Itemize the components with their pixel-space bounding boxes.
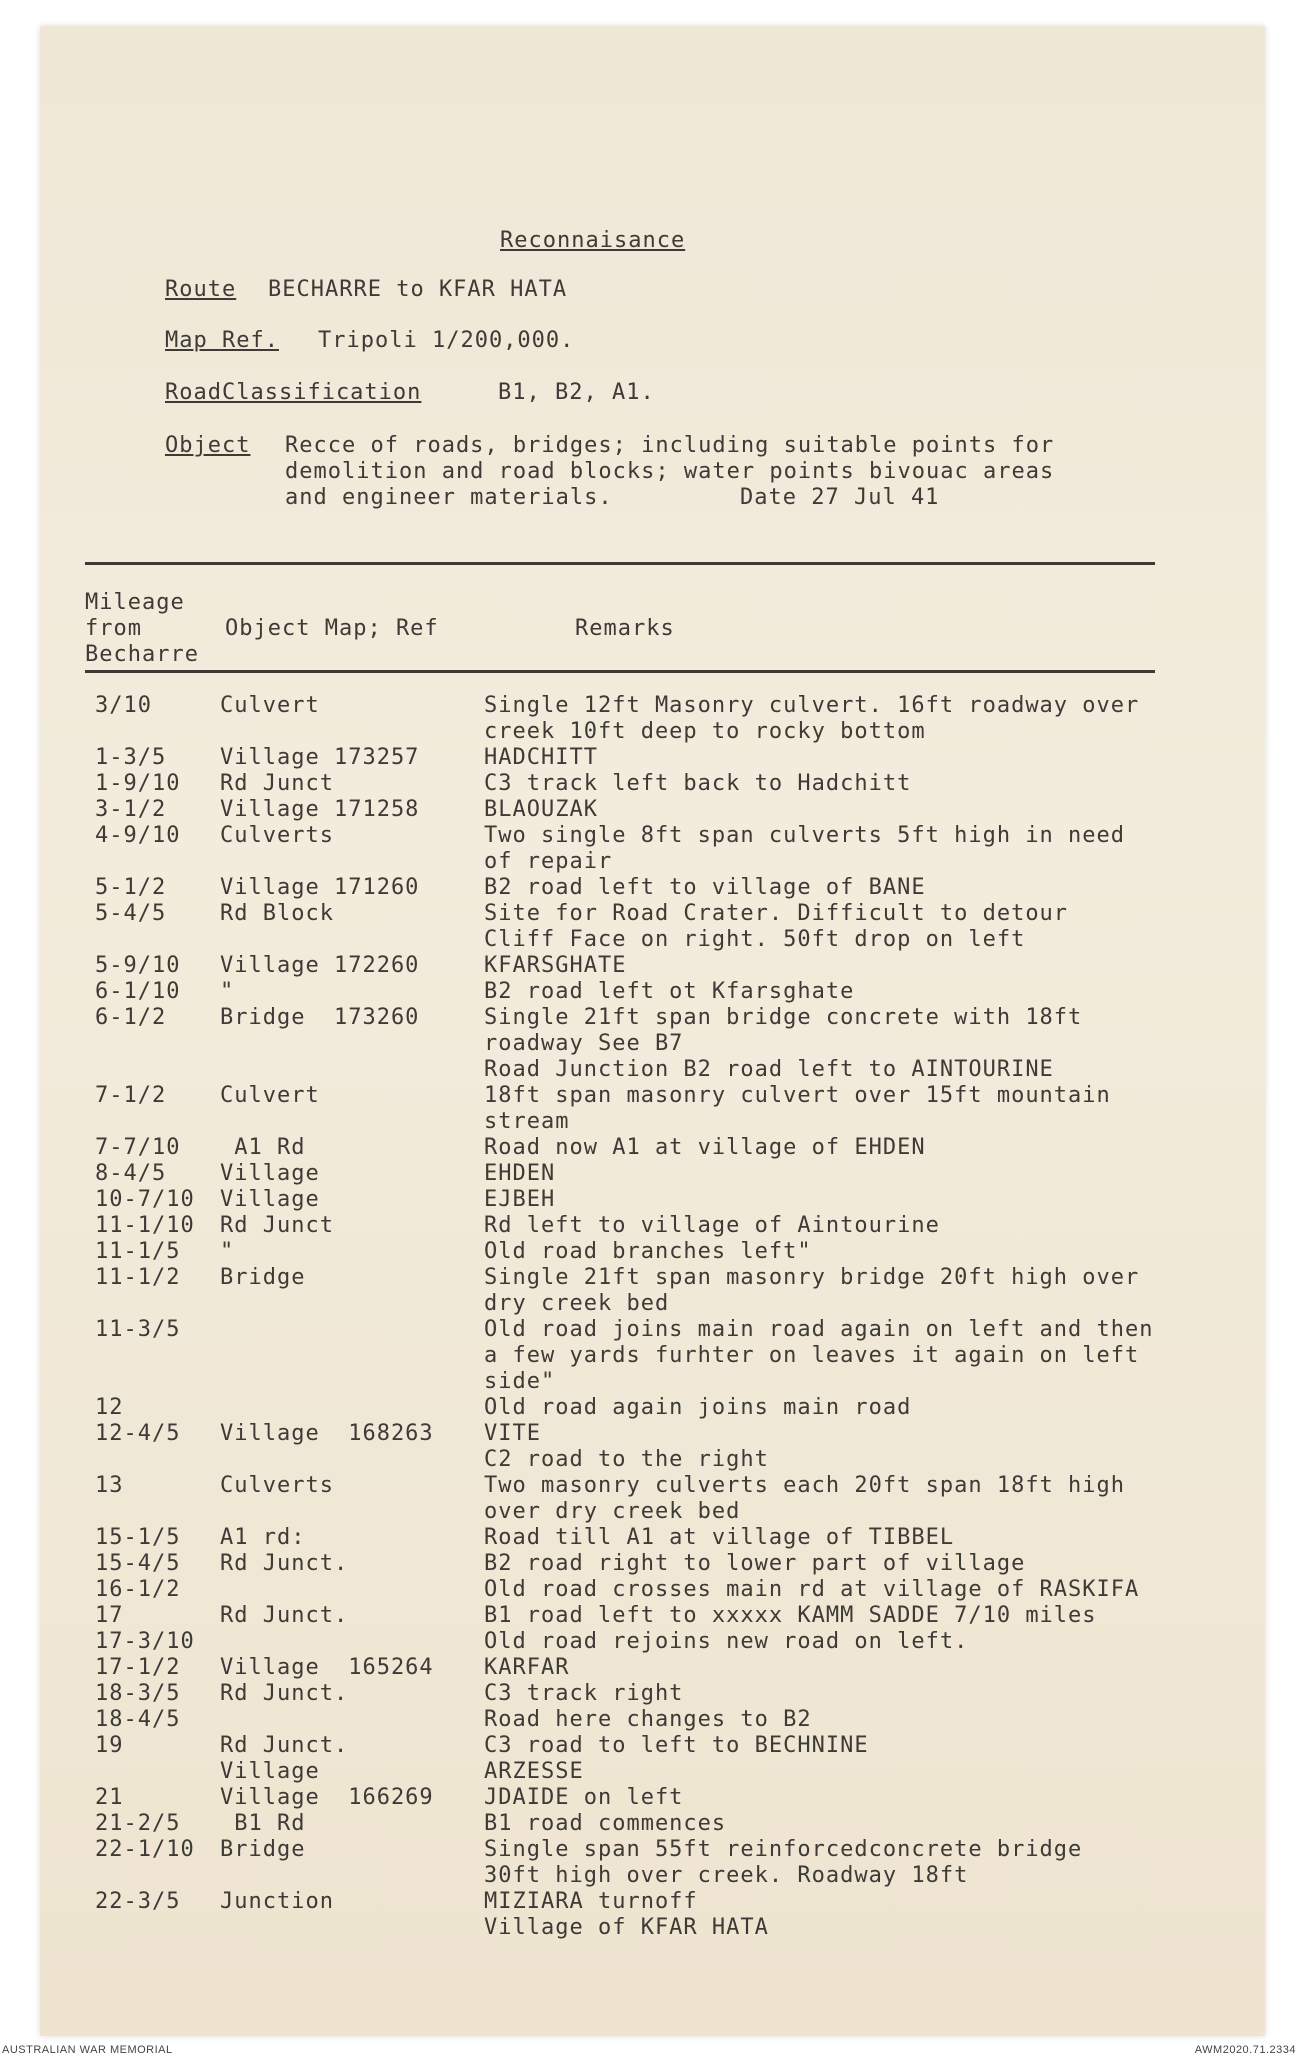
route-label: Route bbox=[165, 277, 237, 302]
row-remark-line: of repair bbox=[484, 849, 613, 874]
row-remark-line: Road till A1 at village of TIBBEL bbox=[484, 1525, 955, 1550]
row-remark-line: Two single 8ft span culverts 5ft high in need bbox=[484, 823, 1126, 848]
row-mileage: 4-9/10 bbox=[95, 823, 181, 848]
footer-right: AWM2020.71.2334 bbox=[1194, 2044, 1296, 2056]
object-line-3: and engineer materials. bbox=[285, 485, 613, 510]
row-mileage: 10-7/10 bbox=[95, 1187, 195, 1212]
row-mileage: 18-4/5 bbox=[95, 1707, 181, 1732]
row-mileage: 11-1/2 bbox=[95, 1265, 181, 1290]
row-mileage: 5-4/5 bbox=[95, 901, 167, 926]
row-mileage: 17-3/10 bbox=[95, 1629, 195, 1654]
row-mileage: 5-1/2 bbox=[95, 875, 167, 900]
document-date: Date 27 Jul 41 bbox=[740, 485, 940, 510]
row-mileage: 16-1/2 bbox=[95, 1577, 181, 1602]
row-remark-line: Old road crosses main rd at village of RASKIFA bbox=[484, 1577, 1140, 1602]
row-remark-line: Road here changes to B2 bbox=[484, 1707, 812, 1732]
header-mileage-1: Mileage bbox=[85, 590, 185, 615]
row-object: " bbox=[220, 979, 235, 1004]
row-remark-line: Old road rejoins new road on left. bbox=[484, 1629, 969, 1654]
row-remark-line: EHDEN bbox=[484, 1161, 556, 1186]
footer-left: AUSTRALIAN WAR MEMORIAL bbox=[2, 2044, 173, 2056]
row-object: Village 165264 bbox=[220, 1655, 434, 1680]
row-object: Rd Junct bbox=[220, 1213, 334, 1238]
row-remark-line: MIZIARA turnoff bbox=[484, 1889, 698, 1914]
row-mileage: 17 bbox=[95, 1603, 124, 1628]
header-divider-bottom bbox=[85, 670, 1155, 673]
row-object: Rd Junct. bbox=[220, 1733, 349, 1758]
row-mileage: 6-1/10 bbox=[95, 979, 181, 1004]
row-remark-line: creek 10ft deep to rocky bottom bbox=[484, 719, 926, 744]
row-object: Rd Junct bbox=[220, 771, 334, 796]
row-remark-line: C3 track left back to Hadchitt bbox=[484, 771, 912, 796]
row-remark-line: Road now A1 at village of EHDEN bbox=[484, 1135, 926, 1160]
row-object: Village bbox=[220, 1161, 320, 1186]
row-mileage: 3/10 bbox=[95, 693, 152, 718]
row-object: Village 172260 bbox=[220, 953, 420, 978]
header-mileage-3: Becharre bbox=[85, 642, 199, 667]
row-remark-line: 30ft high over creek. Roadway 18ft bbox=[484, 1863, 969, 1888]
row-object: B1 Rd bbox=[220, 1811, 306, 1836]
row-mileage: 3-1/2 bbox=[95, 797, 167, 822]
row-object: Rd Junct. bbox=[220, 1551, 349, 1576]
row-remark-line: JDAIDE on left bbox=[484, 1785, 684, 1810]
row-remark-line: EJBEH bbox=[484, 1187, 556, 1212]
row-remark-line: Village of KFAR HATA bbox=[484, 1915, 769, 1940]
row-object: Rd Block bbox=[220, 901, 334, 926]
row-remark-line: dry creek bed bbox=[484, 1291, 670, 1316]
row-remark-line: B2 road right to lower part of village bbox=[484, 1551, 1026, 1576]
row-remark-line: Road Junction B2 road left to AINTOURINE bbox=[484, 1057, 1054, 1082]
row-mileage: 7-7/10 bbox=[95, 1135, 181, 1160]
object-line-1: Recce of roads, bridges; including suitable points for bbox=[285, 433, 1055, 458]
row-object: A1 rd: bbox=[220, 1525, 306, 1550]
row-mileage: 12-4/5 bbox=[95, 1421, 181, 1446]
header-mileage-2: from bbox=[85, 616, 142, 641]
row-remark-line: BLAOUZAK bbox=[484, 797, 598, 822]
row-object: Village bbox=[220, 1759, 320, 1784]
row-remark-line: Single 21ft span bridge concrete with 18ft bbox=[484, 1005, 1083, 1030]
row-mileage: 7-1/2 bbox=[95, 1083, 167, 1108]
row-object: Village 168263 bbox=[220, 1421, 434, 1446]
row-object: Rd Junct. bbox=[220, 1603, 349, 1628]
header-object: Object Map; Ref bbox=[225, 616, 439, 641]
row-mileage: 11-1/5 bbox=[95, 1239, 181, 1264]
row-remark-line: HADCHITT bbox=[484, 745, 598, 770]
row-remark-line: Old road branches left" bbox=[484, 1239, 812, 1264]
object-label: Object bbox=[165, 433, 251, 458]
row-mileage: 12 bbox=[95, 1395, 124, 1420]
row-remark-line: a few yards furhter on leaves it again on left bbox=[484, 1343, 1140, 1368]
row-mileage: 1-3/5 bbox=[95, 745, 167, 770]
row-mileage: 11-1/10 bbox=[95, 1213, 195, 1238]
row-remark-line: C2 road to the right bbox=[484, 1447, 769, 1472]
row-mileage: 19 bbox=[95, 1733, 124, 1758]
row-object: Culvert bbox=[220, 693, 320, 718]
row-remark-line: Single span 55ft reinforcedconcrete bridge bbox=[484, 1837, 1083, 1862]
row-mileage: 21-2/5 bbox=[95, 1811, 181, 1836]
row-object: " bbox=[220, 1239, 235, 1264]
row-object: Bridge bbox=[220, 1837, 306, 1862]
document-title: Reconnaisance bbox=[500, 228, 686, 253]
row-remark-line: B2 road left ot Kfarsghate bbox=[484, 979, 855, 1004]
route-value: BECHARRE to KFAR HATA bbox=[268, 277, 568, 302]
row-remark-line: Cliff Face on right. 50ft drop on left bbox=[484, 927, 1026, 952]
row-remark-line: Two masonry culverts each 20ft span 18ft high bbox=[484, 1473, 1126, 1498]
row-remark-line: roadway See B7 bbox=[484, 1031, 684, 1056]
row-remark-line: 18ft span masonry culvert over 15ft mountain bbox=[484, 1083, 1111, 1108]
row-mileage: 6-1/2 bbox=[95, 1005, 167, 1030]
row-mileage: 18-3/5 bbox=[95, 1681, 181, 1706]
row-remark-line: KFARSGHATE bbox=[484, 953, 627, 978]
row-remark-line: KARFAR bbox=[484, 1655, 570, 1680]
row-mileage: 15-4/5 bbox=[95, 1551, 181, 1576]
row-remark-line: Single 12ft Masonry culvert. 16ft roadway over bbox=[484, 693, 1140, 718]
row-mileage: 8-4/5 bbox=[95, 1161, 167, 1186]
row-object: Village 173257 bbox=[220, 745, 420, 770]
row-remark-line: C3 track right bbox=[484, 1681, 684, 1706]
row-mileage: 5-9/10 bbox=[95, 953, 181, 978]
row-mileage: 13 bbox=[95, 1473, 124, 1498]
row-object: Village 171260 bbox=[220, 875, 420, 900]
map-ref-label: Map Ref. bbox=[165, 328, 279, 353]
row-object: Culverts bbox=[220, 1473, 334, 1498]
header-remarks: Remarks bbox=[575, 616, 675, 641]
row-mileage: 1-9/10 bbox=[95, 771, 181, 796]
row-object: Bridge 173260 bbox=[220, 1005, 420, 1030]
object-line-2: demolition and road blocks; water points bivouac areas bbox=[285, 459, 1055, 484]
row-mileage: 11-3/5 bbox=[95, 1317, 181, 1342]
row-remark-line: over dry creek bed bbox=[484, 1499, 741, 1524]
row-remark-line: C3 road to left to BECHNINE bbox=[484, 1733, 869, 1758]
row-object: Junction bbox=[220, 1889, 334, 1914]
row-object: Culvert bbox=[220, 1083, 320, 1108]
row-mileage: 17-1/2 bbox=[95, 1655, 181, 1680]
road-class-label: RoadClassification bbox=[165, 380, 422, 405]
row-object: Bridge bbox=[220, 1265, 306, 1290]
row-mileage: 15-1/5 bbox=[95, 1525, 181, 1550]
row-object: Village bbox=[220, 1187, 320, 1212]
row-object: Rd Junct. bbox=[220, 1681, 349, 1706]
row-object: Village 171258 bbox=[220, 797, 420, 822]
row-remark-line: B1 road commences bbox=[484, 1811, 727, 1836]
row-remark-line: stream bbox=[484, 1109, 570, 1134]
road-class-value: B1, B2, A1. bbox=[498, 380, 655, 405]
row-remark-line: ARZESSE bbox=[484, 1759, 584, 1784]
row-remark-line: Old road joins main road again on left and then bbox=[484, 1317, 1154, 1342]
row-remark-line: Single 21ft span masonry bridge 20ft high over bbox=[484, 1265, 1140, 1290]
row-object: Village 166269 bbox=[220, 1785, 434, 1810]
row-mileage: 22-1/10 bbox=[95, 1837, 195, 1862]
row-object: A1 Rd bbox=[220, 1135, 306, 1160]
row-remark-line: Site for Road Crater. Difficult to detour bbox=[484, 901, 1069, 926]
header-divider-top bbox=[85, 562, 1155, 565]
row-remark-line: B1 road left to xxxxx KAMM SADDE 7/10 miles bbox=[484, 1603, 1097, 1628]
row-remark-line: Old road again joins main road bbox=[484, 1395, 912, 1420]
row-remark-line: side" bbox=[484, 1369, 556, 1394]
row-remark-line: Rd left to village of Aintourine bbox=[484, 1213, 940, 1238]
row-remark-line: B2 road left to village of BANE bbox=[484, 875, 926, 900]
row-mileage: 21 bbox=[95, 1785, 124, 1810]
map-ref-value: Tripoli 1/200,000. bbox=[318, 328, 575, 353]
row-object: Culverts bbox=[220, 823, 334, 848]
row-mileage: 22-3/5 bbox=[95, 1889, 181, 1914]
row-remark-line: VITE bbox=[484, 1421, 541, 1446]
